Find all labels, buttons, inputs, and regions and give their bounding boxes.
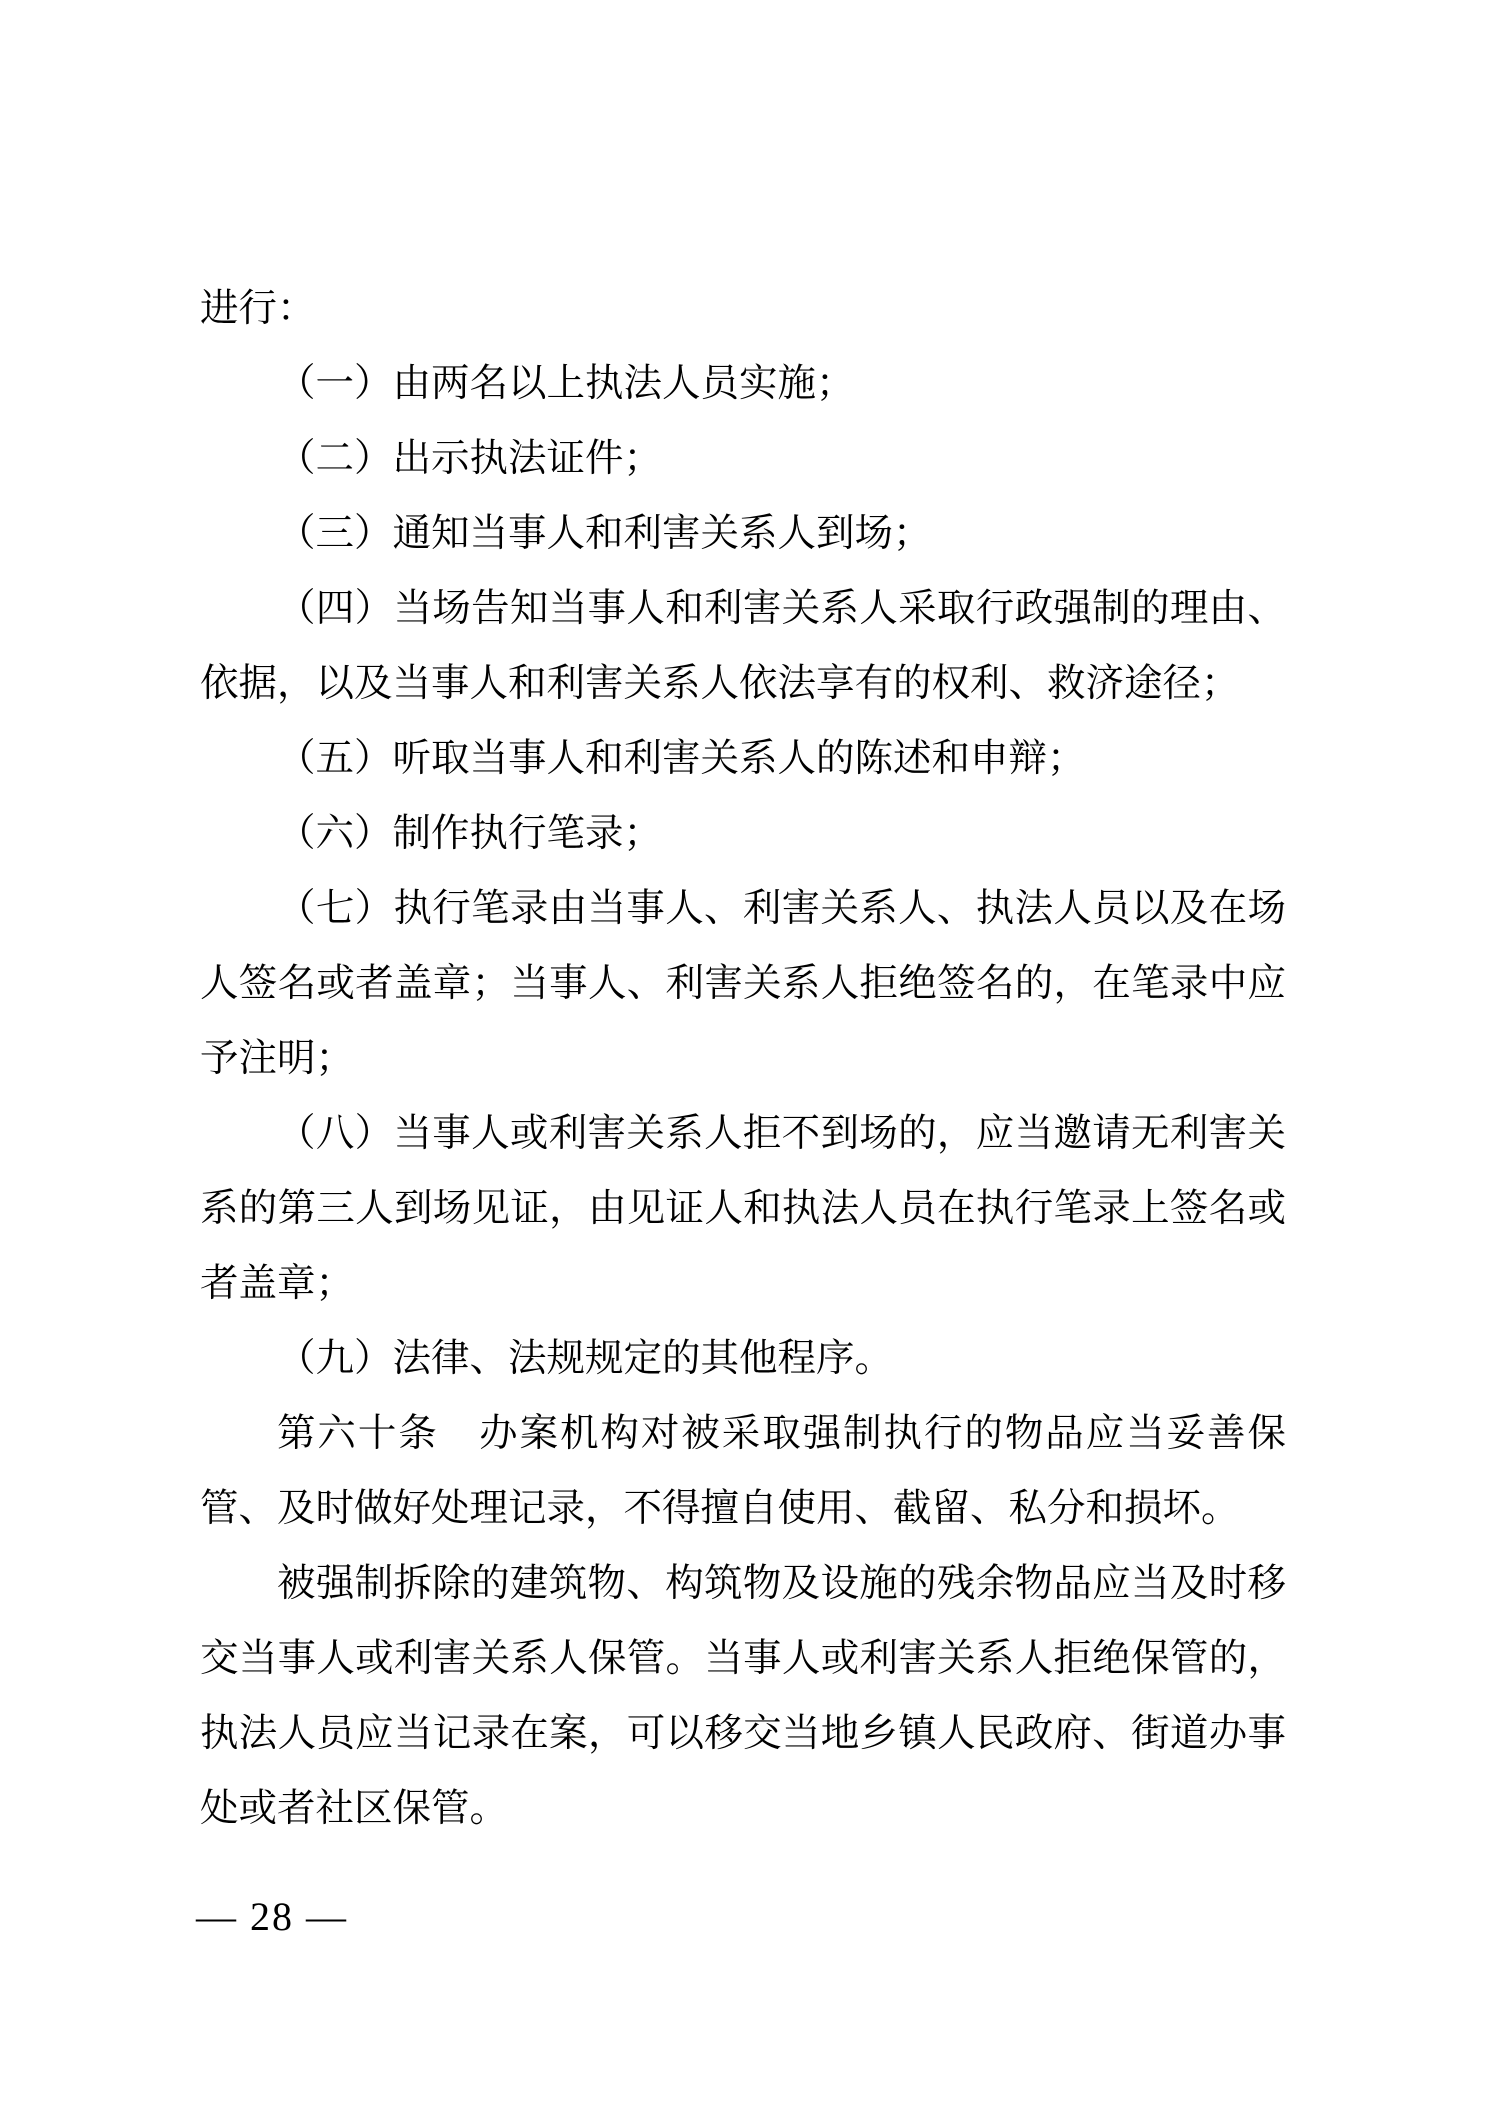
body-line: 处或者社区保管。: [200, 1788, 509, 1830]
body-line: 进行：: [200, 288, 316, 330]
body-line: （五）听取当事人和利害关系人的陈述和申辩；: [277, 738, 1086, 780]
document-body: [200, 272, 1286, 1847]
body-line: 被强制拆除的建筑物、构筑物及设施的残余物品应当及时移: [277, 1563, 1286, 1605]
body-line: 予注明；: [200, 1038, 355, 1080]
page-number: — 28 —: [196, 1894, 348, 1939]
body-line: （三）通知当事人和利害关系人到场；: [277, 513, 932, 555]
body-line: （四）当场告知当事人和利害关系人采取行政强制的理由、: [277, 588, 1286, 630]
body-line: （八）当事人或利害关系人拒不到场的，应当邀请无利害关: [277, 1113, 1286, 1155]
body-line: 第六十条 办案机构对被采取强制执行的物品应当妥善保: [277, 1413, 1286, 1455]
body-line: （二）出示执法证件；: [277, 438, 663, 480]
body-line: 交当事人或利害关系人保管。当事人或利害关系人拒绝保管的，: [200, 1638, 1286, 1680]
body-line: 管、及时做好处理记录，不得擅自使用、截留、私分和损坏。: [200, 1488, 1240, 1530]
body-line: 系的第三人到场见证，由见证人和执法人员在执行笔录上签名或: [200, 1188, 1286, 1230]
body-line: 者盖章；: [200, 1263, 355, 1305]
body-line: 人签名或者盖章；当事人、利害关系人拒绝签名的，在笔录中应: [200, 963, 1286, 1005]
body-line: （七）执行笔录由当事人、利害关系人、执法人员以及在场: [277, 888, 1286, 930]
body-line: （九）法律、法规规定的其他程序。: [277, 1338, 894, 1380]
body-line: 执法人员应当记录在案，可以移交当地乡镇人民政府、街道办事: [200, 1713, 1286, 1755]
body-line: （六）制作执行笔录；: [277, 813, 663, 855]
body-line: 依据，以及当事人和利害关系人依法享有的权利、救济途径；: [200, 663, 1240, 705]
body-line: （一）由两名以上执法人员实施；: [277, 363, 855, 405]
